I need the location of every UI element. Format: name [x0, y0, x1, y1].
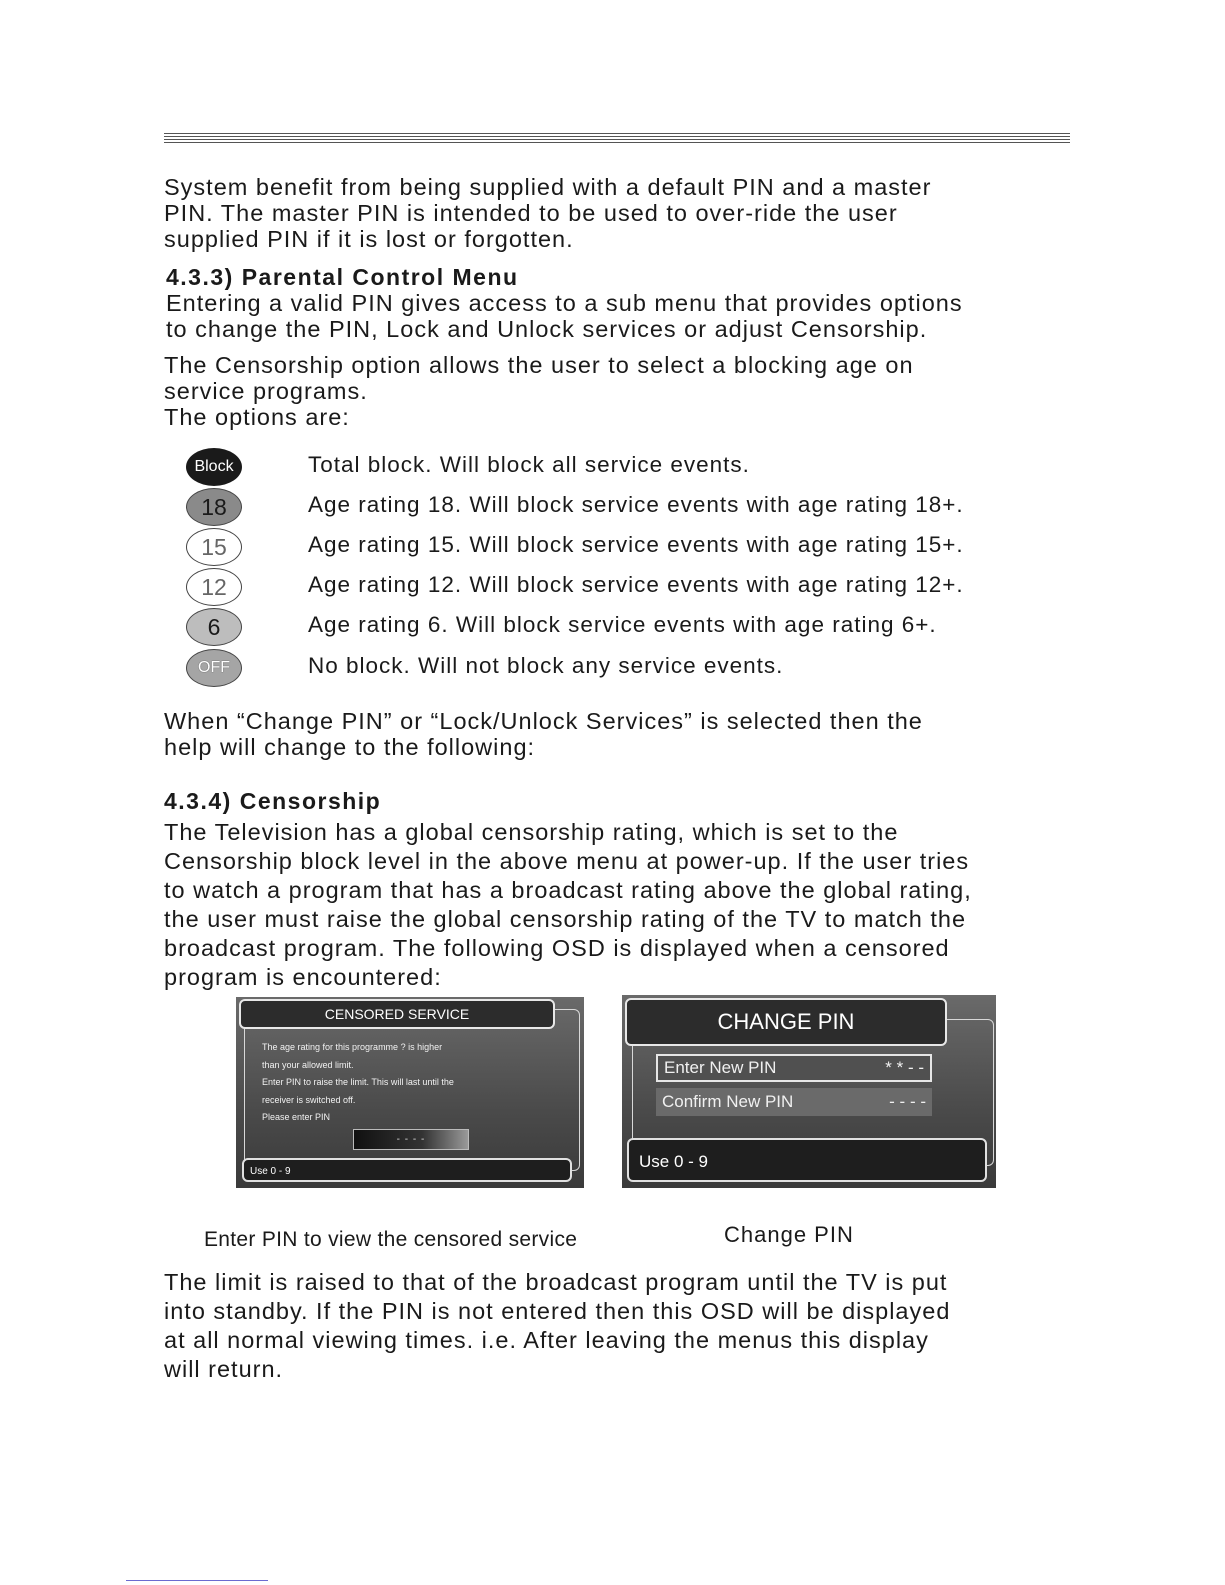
- change-pin-caption: Change PIN: [724, 1222, 854, 1247]
- option-row-off: [186, 649, 1066, 689]
- rating-off-icon: OFF: [186, 649, 242, 687]
- pin-entry-field[interactable]: - - - -: [353, 1129, 469, 1150]
- option-row-12: [186, 568, 1066, 608]
- option-description: Age rating 15. Will block service events with age rating 15+.: [308, 532, 964, 557]
- osd-title: CENSORED SERVICE: [239, 999, 555, 1029]
- intro-paragraph: System benefit from being supplied with a default PIN and a master PIN. The master PIN is intended to be used to over-ride the user supplied PIN if it is lost or forgotten.: [164, 174, 932, 252]
- censorship-paragraph: The Television has a global censorship rating, which is set to the Censorship block level in the above menu at power-up. If the user tries to watch a program that has a broadcast rating above the global rating, the user must raise the global censorship rating of the TV to match the broadcast program. The following OSD is displayed when a censored program is encountered:: [164, 819, 972, 990]
- page-footer-line: [126, 1580, 268, 1581]
- rating-15-icon: 15: [186, 528, 242, 566]
- confirm-new-pin-field[interactable]: [656, 1088, 932, 1116]
- rating-6-icon: 6: [186, 608, 242, 646]
- rating-18-icon: 18: [186, 488, 242, 526]
- option-row-6: [186, 608, 1066, 648]
- osd-title: CHANGE PIN: [625, 998, 947, 1046]
- help-note-paragraph: When “Change PIN” or “Lock/Unlock Services” is selected then the help will change to the following:: [164, 708, 923, 760]
- block-rating-icon: Block: [186, 448, 242, 486]
- enter-new-pin-field[interactable]: [656, 1054, 932, 1082]
- header-rule: [164, 133, 1070, 143]
- field-label: Enter New PIN: [664, 1058, 777, 1077]
- closing-paragraph: The limit is raised to that of the broadcast program until the TV is put into standby. If the PIN is not entered then this OSD will be displayed at all normal viewing times. i.e. After leaving the menus this display will return.: [164, 1269, 951, 1382]
- section-heading-censorship: 4.3.4) Censorship: [164, 788, 382, 814]
- option-description: Age rating 6. Will block service events with age rating 6+.: [308, 612, 937, 637]
- change-pin-osd: [622, 995, 996, 1188]
- option-row-15: [186, 528, 1066, 568]
- rating-12-icon: 12: [186, 568, 242, 606]
- field-value: - - - -: [889, 1092, 926, 1111]
- option-description: No block. Will not block any service events.: [308, 653, 784, 678]
- section-heading-parental-control: 4.3.3) Parental Control Menu: [166, 264, 519, 290]
- field-value: * * - -: [885, 1058, 924, 1077]
- option-description: Age rating 18. Will block service events with age rating 18+.: [308, 492, 964, 517]
- option-row-18: [186, 488, 1066, 528]
- osd-help-footer: Use 0 - 9: [627, 1138, 987, 1182]
- censored-service-osd: [236, 997, 584, 1188]
- censored-osd-caption: Enter PIN to view the censored service: [204, 1228, 578, 1251]
- option-description: Total block. Will block all service events.: [308, 452, 750, 477]
- option-description: Age rating 12. Will block service events with age rating 12+.: [308, 572, 964, 597]
- osd-help-footer: Use 0 - 9: [242, 1158, 572, 1182]
- osd-message: The age rating for this programme ? is higher than your allowed limit. Enter PIN to raise the limit. This will last until the receiver is switched off. Please enter PIN: [262, 1042, 454, 1122]
- option-row-block: [186, 448, 1066, 488]
- field-label: Confirm New PIN: [662, 1092, 794, 1111]
- censorship-intro-paragraph: The Censorship option allows the user to select a blocking age on service programs. The options are:: [164, 352, 914, 430]
- parental-control-paragraph: Entering a valid PIN gives access to a sub menu that provides options to change the PIN, Lock and Unlock services or adjust Censorship.: [166, 290, 963, 342]
